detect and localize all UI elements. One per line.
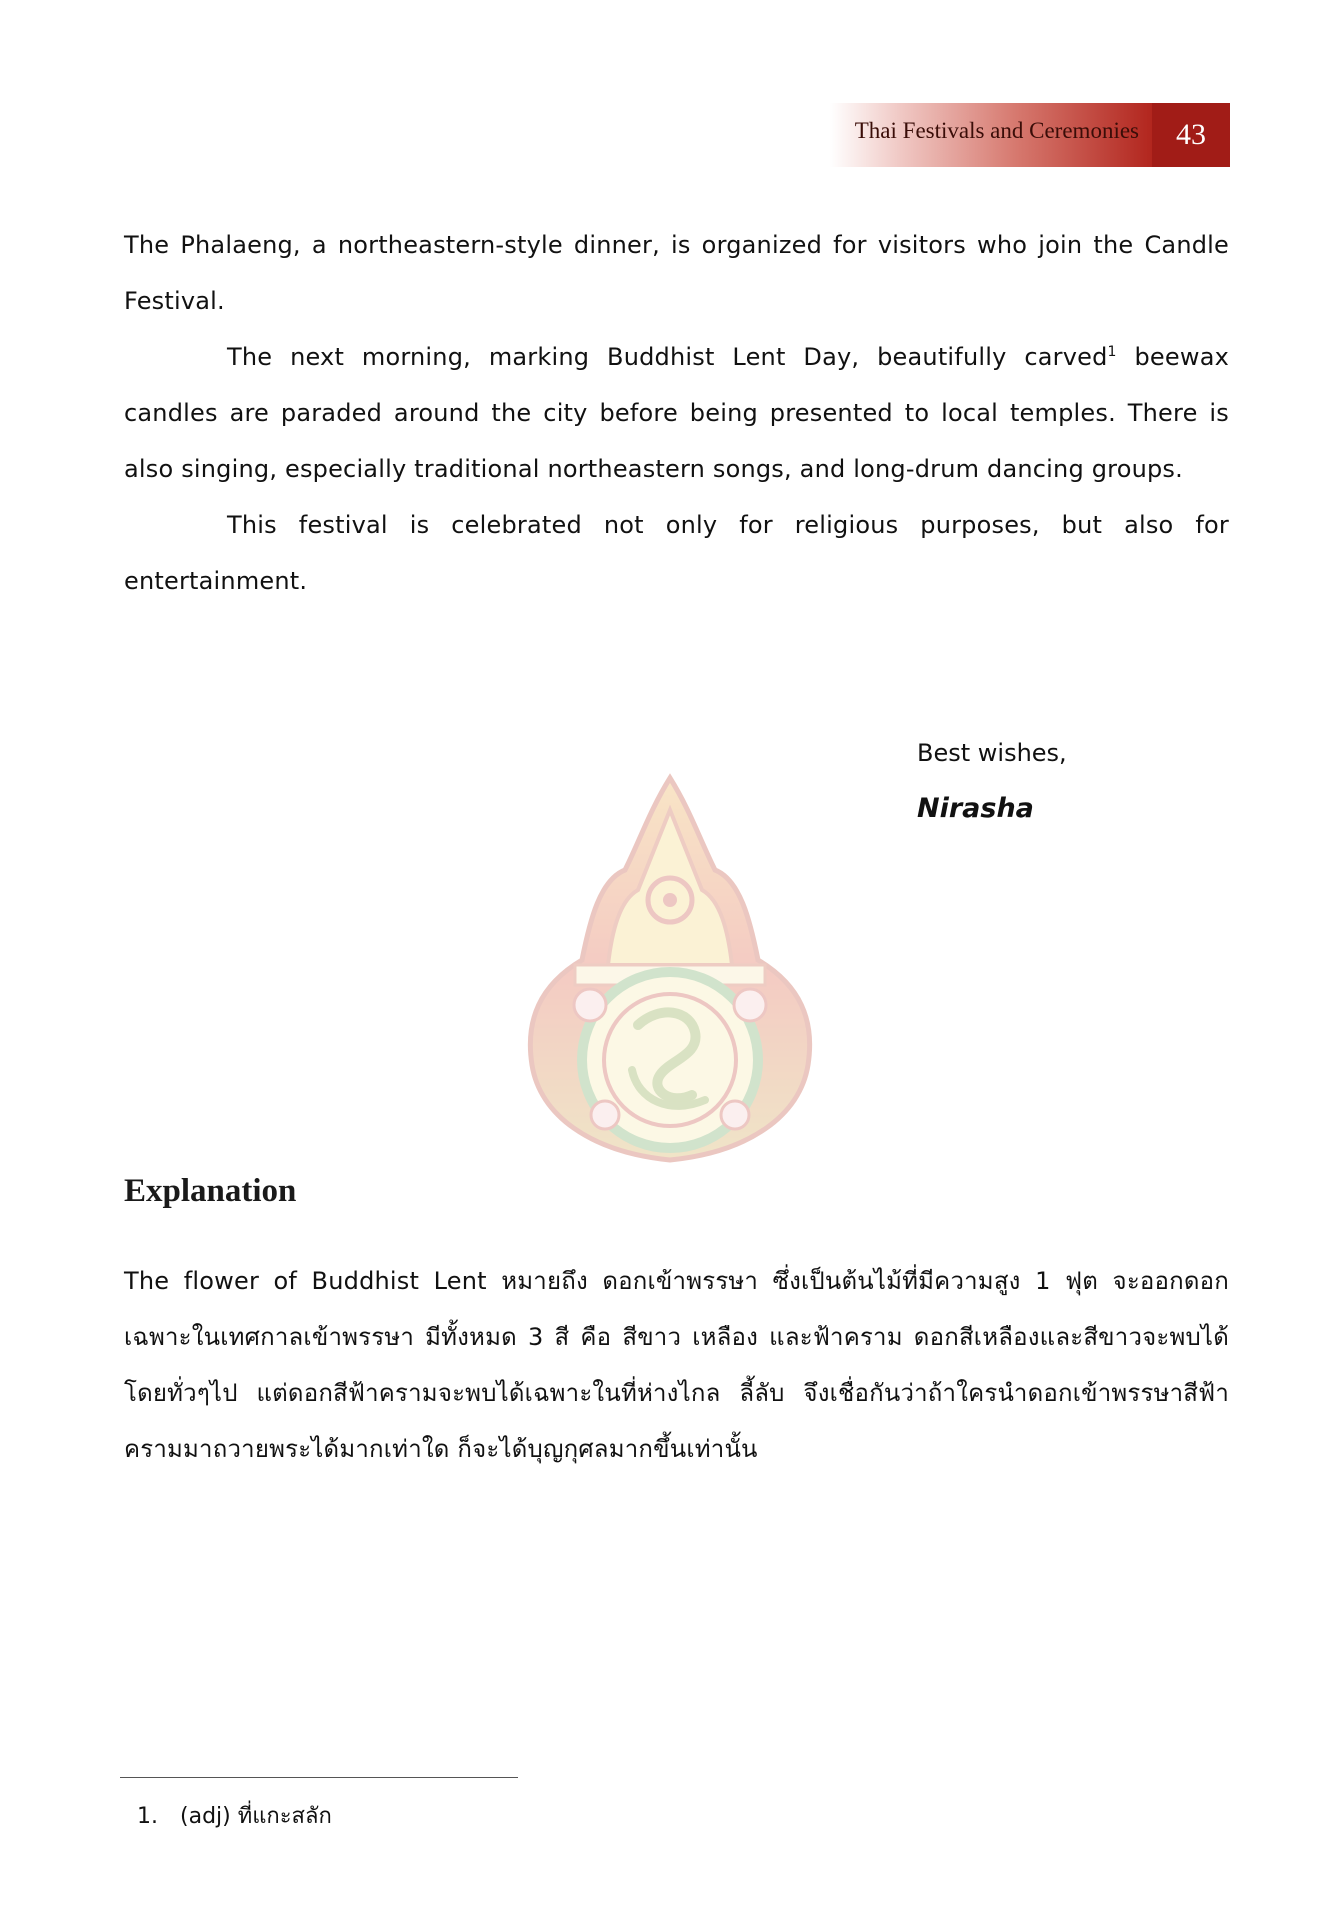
explanation-heading: Explanation bbox=[124, 1173, 297, 1209]
footnote-reference: 1 bbox=[1107, 344, 1117, 360]
explanation-text: The flower of Buddhist Lent หมายถึง ดอกเข้าพรรษา ซึ่งเป็นต้นไม้ที่มีความสูง 1 ฟุต จะออกดอกเฉพาะในเทศกาลเข้าพรรษา มีทั้งหมด 3 สี คือ สีขาว เหลือง และฟ้าคราม ดอกสีเหลืองและสีขาวจะพบได้โดยทั่วๆไป แต่ดอกสีฟ้าครามจะพบได้เฉพาะในที่ห่างไกล ลี้ลับ จึงเชื่อกันว่าถ้าใครนำดอกเข้าพรรษาสีฟ้าครามมาถวายพระได้มากเท่าใด ก็จะได้บุญกุศลมากขึ้นเท่านั้น bbox=[124, 1267, 1229, 1463]
footnote-divider bbox=[120, 1777, 518, 1778]
paragraph-celebration: This festival is celebrated not only for religious purposes, but also for entertainment. bbox=[124, 511, 1229, 595]
footnote-text: (adj) ที่แกะสลัก bbox=[180, 1804, 332, 1829]
paragraph-lent-day-before: The next morning, marking Buddhist Lent Day, beautifully carved bbox=[227, 343, 1108, 371]
body-text bbox=[124, 217, 1229, 609]
ministry-of-education-emblem-icon bbox=[520, 770, 820, 1170]
paragraph-lent-day bbox=[124, 329, 1229, 497]
footnote-number: 1. bbox=[137, 1804, 158, 1829]
signature: Nirasha bbox=[917, 793, 1034, 824]
closing-salutation: Best wishes, bbox=[917, 739, 1067, 767]
paragraph-phalaeng: The Phalaeng, a northeastern-style dinner, is organized for visitors who join the Candle Festival. bbox=[124, 231, 1229, 315]
running-header-title: Thai Festivals and Ceremonies bbox=[854, 118, 1139, 143]
paragraph-lent-day-after: beewax candles are paraded around the city before being presented to local temples. There is also singing, especially traditional northeastern songs, and long-drum dancing groups. bbox=[124, 343, 1229, 483]
footnote bbox=[137, 1798, 332, 1833]
page-number: 43 bbox=[1152, 103, 1230, 167]
